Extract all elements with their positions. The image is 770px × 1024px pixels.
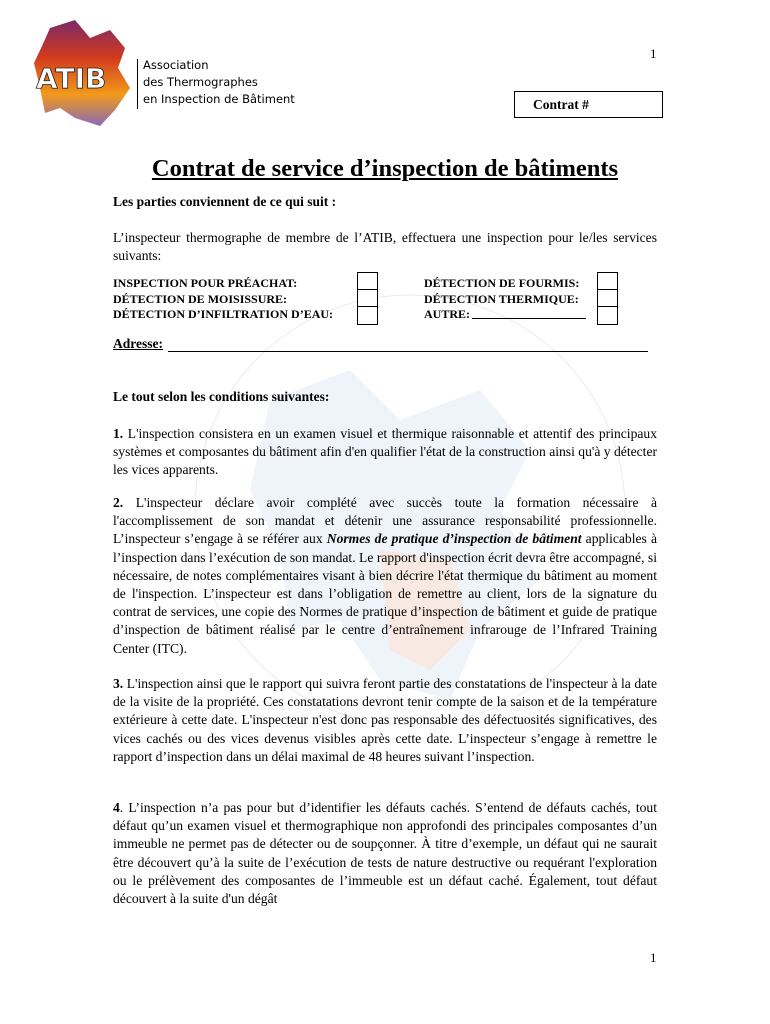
organization-name <box>143 57 295 108</box>
clause-1 <box>113 425 657 480</box>
page-number-bottom: 1 <box>650 950 657 965</box>
checkbox-infiltration[interactable] <box>357 306 378 325</box>
clause-2-text-before: L'inspecteur déclare avoir complété avec succès toute la formation nécessaire à l'accomplissement de son mandat et détenir une assurance responsabilité professionnelle. L’inspecteur s’engage à se référer aux <box>113 495 657 547</box>
service-autre: AUTRE: <box>424 307 471 321</box>
clause-2-text-after: applicables à l’inspection dans l’exécution de son mandat. Le rapport d'inspection écrit devra être accompagné, si nécessaire, de notes complémentaires visant à bien décrire l'état thermique du bâtiment au moment de l'inspection. L’inspecteur est dans l’obligation de remettre au client, lors de la signature du contrat de services, une copie des Normes de pratique d’inspection de bâtiment et guide de pratique d’inspection de bâtiment réalisé par le centre d’entraînement infrarouge de l’Infrared Training Center (ITC). <box>113 531 657 656</box>
conditions-heading: Le tout selon les conditions suivantes: <box>113 389 330 404</box>
address-input-line[interactable] <box>168 351 648 352</box>
services-left <box>113 276 333 323</box>
checkbox-autre[interactable] <box>597 306 618 325</box>
parties-label: Les parties conviennent de ce qui suit : <box>113 194 337 209</box>
clause-4-number: 4 <box>113 800 120 815</box>
clause-1-text: L'inspection consistera en un examen visuel et thermique raisonnable et attentif des principaux systèmes et composantes du bâtiment afin d'en qualifier l'état de la construction ainsi qu'à y détecter les vices apparents. <box>113 426 657 478</box>
clause-3-number: 3. <box>113 676 124 691</box>
service-thermique: DÉTECTION THERMIQUE: <box>424 291 579 306</box>
clause-2-emphasis: Normes de pratique d’inspection de bâtiment <box>326 531 582 547</box>
org-line-3: en Inspection de Bâtiment <box>143 92 295 106</box>
atib-logo <box>30 18 140 130</box>
autre-input-line[interactable] <box>472 318 586 319</box>
service-moisissure: DÉTECTION DE MOISISSURE: <box>113 291 288 306</box>
intro-text: L’inspecteur thermographe de membre de l’ATIB, effectuera une inspection pour le/les services suivants: <box>113 230 657 264</box>
clause-4-text: . L’inspection n’a pas pour but d’identifier les défauts cachés. S’entend de défauts cachés, tout défaut qu’un examen visuel et thermographique non approfondi des principales composantes d’un immeuble ne permet pas de détecter ou de soupçonner. À titre d’exemple, un défaut qui ne saurait être découvert qu’à la suite de l’exécution de tests de nature destructive ou requérant l'exploration ou le prélèvement des composantes de l’immeuble est un défaut caché. Également, tout défaut découvert à la suite d'un dégât <box>113 800 657 907</box>
service-preachat: INSPECTION POUR PRÉACHAT: <box>113 276 298 290</box>
clause-3 <box>113 675 657 766</box>
address-label: Adresse: <box>113 336 163 351</box>
document-title: Contrat de service d’inspection de bâtiments <box>151 155 619 182</box>
clause-2 <box>113 494 657 658</box>
org-line-1: Association <box>143 58 209 72</box>
page-number-top: 1 <box>650 46 657 61</box>
service-fourmis: DÉTECTION DE FOURMIS: <box>424 276 580 290</box>
clause-2-number: 2. <box>113 495 124 510</box>
service-infiltration: DÉTECTION D’INFILTRATION D’EAU: <box>113 307 334 321</box>
contract-number-field[interactable]: Contrat # <box>514 91 663 118</box>
logo-text: ATIB <box>36 62 107 95</box>
services-right <box>424 276 579 323</box>
org-line-2: des Thermographes <box>143 75 258 89</box>
clause-3-text: L'inspection ainsi que le rapport qui suivra feront partie des constatations de l'inspecteur à la date de la visite de la propriété. Ces constatations devront tenir compte de la saison et de la température extérieure à cette date. L'inspecteur n'est donc pas responsable des défectuosités significatives, des vices cachés ou des vices devenus visibles après cette date. L’inspecteur s’engage à remettre le rapport d’inspection dans un délai maximal de 48 heures suivant l’inspection. <box>113 676 657 764</box>
clause-4 <box>113 799 657 908</box>
clause-1-number: 1. <box>113 426 124 441</box>
